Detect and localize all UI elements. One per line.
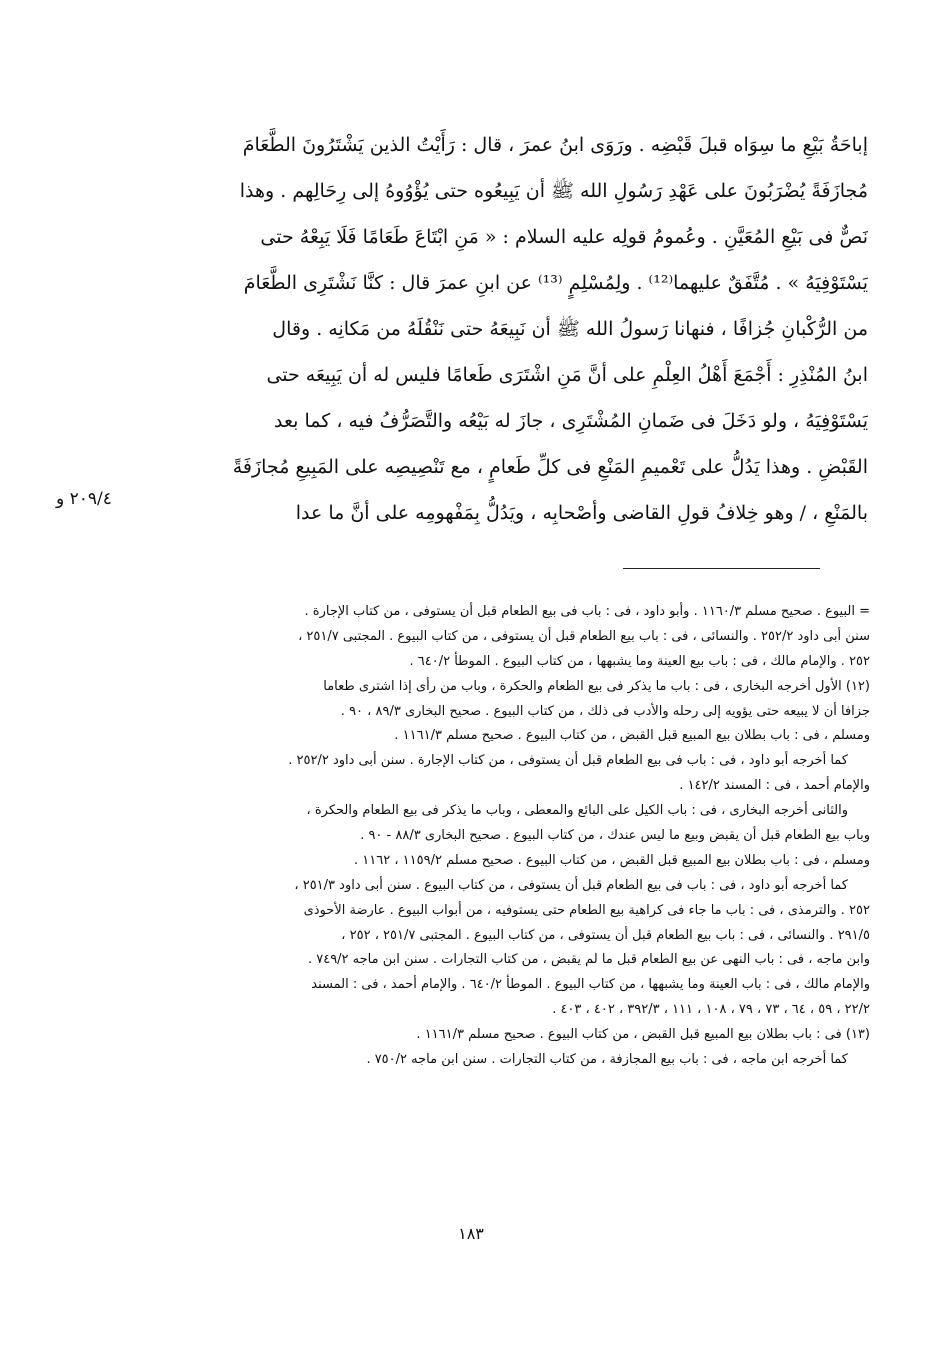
footnote-line: والإمام مالك ، فى : باب العينة وما يشبهها ، من كتاب البيوع . الموطأ ٦٤٠/٢ . والإمام أحمد ، فى : المسند [311,977,870,993]
footnote-line: ٢٩١/٥ . والنسائى ، فى : باب بيع الطعام قبل أن يستوفى ، من كتاب البيوع . المجتبى ٢٥١/٧ ، ٢٥٢ ، [341,927,870,943]
main-text-line: مُجازَفَةً يُضْرَبُونَ على عَهْدِ رَسُولِ الله ﷺ أن يَبِيعُوه حتى يُؤْوُوهُ إلى رِحَالِهم . وهذا [239,180,868,202]
main-text-line: القَبْضِ . وهذا يَدُلُّ على تَعْميمِ المَنْعِ فى كلِّ طَعامٍ ، مع تَنْصِيصِه على المَبِيعِ مُجازَفَةً [232,456,868,478]
main-text-line: من الرُّكْبانِ جُزافًا ، فنهانا رَسولُ الله ﷺ أن نَبِيعَهُ حتى نَنْقُلَهُ من مَكانِه . وقال [272,318,868,340]
footnote-separator [623,568,820,569]
footnote-line: (١٣) فى : باب بطلان بيع المبيع قبل القبض ، من كتاب البيوع . صحيح مسلم ١١٦١/٣ . [416,1027,870,1043]
main-text-line: بالمَنْعِ ، / وهو خِلافُ قولِ القاضى وأصْحابِه ، ويَدُلُّ بِمَفْهومِه على أنَّ ما عدا [295,502,868,524]
footnote-line: ٢٥٢ . والإمام مالك ، فى : باب بيع العينة وما يشبهها ، من كتاب البيوع . الموطأ ٦٤٠/٢ . [409,653,870,669]
main-text-block [148,122,868,536]
margin-page-reference: ٢٠٩/٤ و [56,489,112,509]
main-text-line: يَسْتَوْفِيَهُ ، ولو دَخَلَ فى ضَمانِ المُشْتَرِى ، جازَ له بَيْعُه والتَّصَرُّفُ فيه ، كما بعد [274,410,868,432]
footnote-line: كما أخرجه أبو داود ، فى : باب فى بيع الطعام قبل أن يستوفى ، من كتاب الإجارة . سنن أبى داود ٢٥٢/٢ . [288,753,848,769]
footnote-line: وباب بيع الطعام قبل أن يقبض وبيع ما ليس عندك ، من كتاب البيوع . صحيح البخارى ٨٨/٣ - ٩٠ . [360,828,870,844]
footnote-line: ٢٥٢ . والترمذى ، فى : باب ما جاء فى كراهية بيع الطعام حتى يستوفيه ، من أبواب البيوع . عارضة الأحوذى [303,902,870,918]
footnote-line: والإمام أحمد ، فى : المسند ١٤٢/٢ . [679,778,870,794]
footnote-line: وابن ماجه ، فى : باب النهى عن بيع الطعام قبل ما لم يقبض ، من كتاب التجارات . سنن ابن ماجه ٧٤٩/٢ . [307,952,870,968]
footnote-line: والثانى أخرجه البخارى ، فى : باب الكيل على البائع والمعطى ، وباب ما يذكر فى بيع الطعام والحكرة ، [306,803,848,819]
footnote-line: = البيوع . صحيح مسلم ١١٦٠/٣ . وأبو داود ، فى : باب فى بيع الطعام قبل أن يستوفى ، من كتاب الإجارة . [304,604,870,619]
footnote-line: كما أخرجه ابن ماجه ، فى : باب بيع المجازفة ، من كتاب التجارات . سنن ابن ماجه ٧٥٠/٢ . [366,1052,848,1068]
page-number: ١٨٣ [458,1224,484,1243]
footnote-line: كما أخرجه أبو داود ، فى : باب فى بيع الطعام قبل أن يستوفى ، من كتاب البيوع . سنن أبى داود ٢٥١/٣ ، [294,877,848,893]
main-text-line: نَصٌّ فى بَيْعِ المُعَيَّنِ . وعُمومُ قولِه عليه السلام : « مَنِ ابْتَاعَ طَعَامًا فَلَا يَبِعْهُ حتى [260,226,868,248]
footnote-line: (١٢) الأول أخرجه البخارى ، فى : باب ما يذكر فى بيع الطعام والحكرة ، وباب من رأى إذا اشترى طعاما [323,678,870,694]
main-text-line: إباحَةُ بَيْعِ ما سِوَاه قبلَ قَبْضِه . ورَوَى ابنُ عمرَ ، قال : رَأَيْتُ الذين يَشْتَرُونَ الطَّعَامَ [242,134,868,156]
footnotes-block [150,600,870,1073]
main-text-line: ابنُ المُنْذِرِ : أَجْمَعَ أَهْلُ العِلْمِ على أنَّ مَنِ اشْتَرَى طَعامًا فليس له أن يَبِيعَه حتى [266,364,868,386]
footnote-line: ومسلم ، فى : باب بطلان بيع المبيع قبل القبض ، من كتاب البيوع . صحيح مسلم ١١٦١/٣ . [394,728,870,744]
footnote-line: سنن أبى داود ٢٥٢/٢ . والنسائى ، فى : باب بيع الطعام قبل أن يستوفى ، من كتاب البيوع . المجتبى ٢٥١/٧ ، [298,628,870,644]
footnote-line: جزافا أن لا يبيعه حتى يؤويه إلى رحله والأدب فى ذلك ، من كتاب البيوع . صحيح البخارى ٨٩/٣ ، ٩٠ . [340,703,870,719]
main-text-line: يَسْتَوْفِيَهُ » . مُتَّفَقٌ عليهما⁽¹²⁾ . ولِمُسْلِمٍ ⁽¹³⁾ عن ابنِ عمرَ قال : كنَّا نَشْتَرِى الطَّعَامَ [243,272,868,294]
footnote-line: ومسلم ، فى : باب بطلان بيع المبيع قبل القبض ، من كتاب البيوع . صحيح مسلم ١١٥٩/٢ ، ١١٦٢ . [354,852,870,868]
footnote-line: ٢٢/٢ ، ٥٩ ، ٦٤ ، ٧٣ ، ٧٩ ، ١٠٨ ، ١١١ ، ٣٩٢/٣ ، ٤٠٢ ، ٤٠٣ . [552,1002,870,1018]
